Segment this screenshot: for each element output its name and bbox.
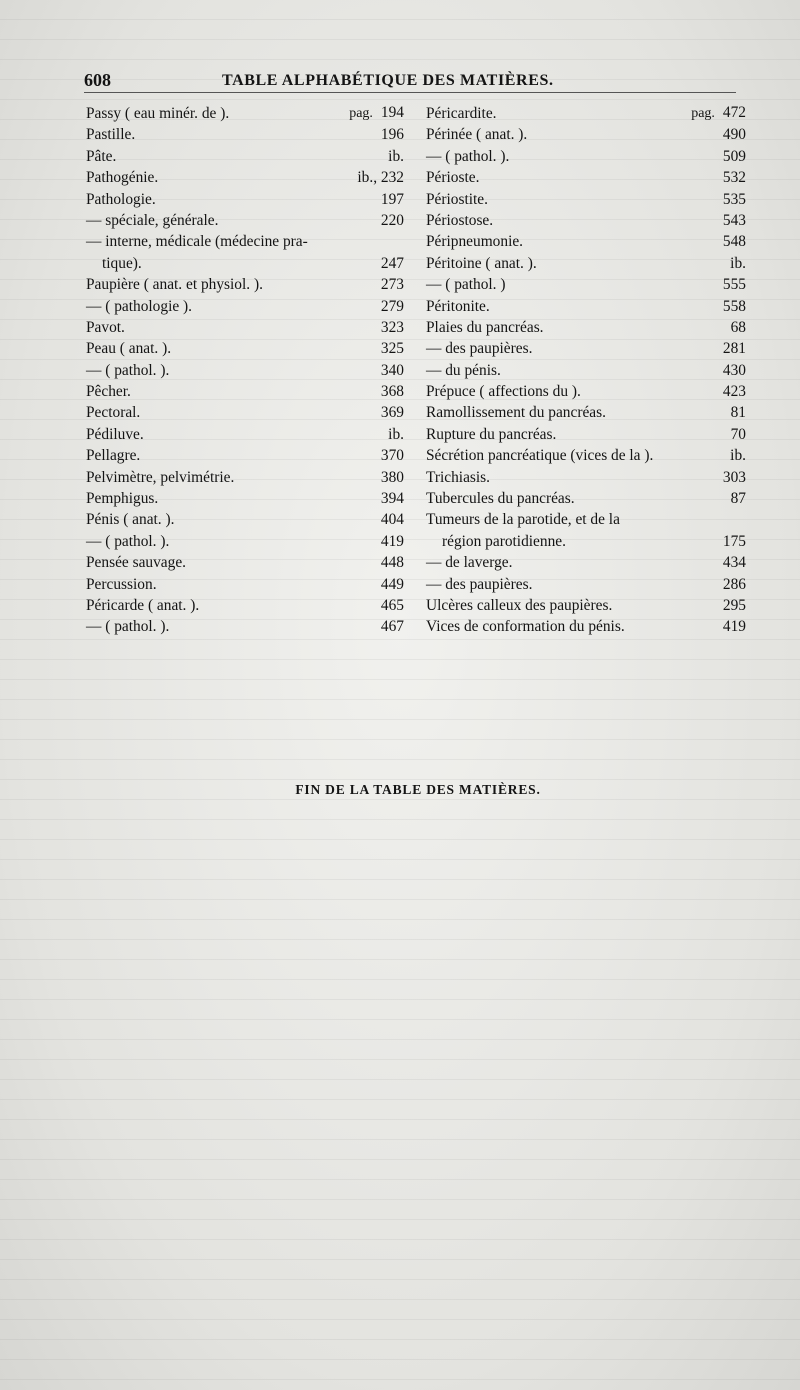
index-entry [426, 189, 746, 210]
index-term [86, 445, 140, 466]
index-term [426, 231, 523, 252]
page-number-ref: 175 [722, 532, 746, 550]
page-number-ref: ib. [388, 425, 404, 443]
index-term-continuation: région parotidienne. [442, 532, 566, 550]
page-reference [388, 424, 404, 445]
index-term-text: Vices de conformation du pénis. [426, 618, 625, 636]
page-number-ref: 325 [380, 340, 404, 358]
page-reference [723, 210, 746, 231]
index-entry [426, 552, 746, 573]
index-entry [86, 424, 404, 445]
index-entry [86, 274, 404, 295]
page-number-ref: 535 [722, 190, 746, 208]
page-reference [381, 360, 404, 381]
index-term-text: Percussion. [86, 575, 157, 593]
index-term [426, 274, 506, 295]
page-reference [731, 317, 746, 338]
page-reference [723, 552, 746, 573]
index-term [426, 124, 527, 145]
page-reference [381, 338, 404, 359]
index-term [426, 146, 509, 167]
index-term [426, 210, 493, 231]
index-entry [426, 467, 746, 488]
page-number-ref: 543 [722, 211, 746, 229]
index-entry [426, 317, 746, 338]
index-term [426, 253, 537, 274]
index-term [426, 189, 488, 210]
index-entry [426, 424, 746, 445]
index-entry [86, 146, 404, 167]
index-term [86, 189, 156, 210]
page-label: pag. [349, 105, 373, 121]
index-term [86, 296, 192, 317]
page-reference [381, 124, 404, 145]
page-number-ref: 380 [380, 468, 404, 486]
index-term-text: Ulcères calleux des paupières. [426, 597, 613, 614]
index-term-text: Passy ( eau minér. de ). [86, 105, 230, 122]
page-reference [723, 296, 746, 317]
page-number-ref: ib., 232 [357, 169, 404, 187]
index-term-text: Péritonite. [426, 297, 490, 315]
index-term [426, 552, 512, 573]
page-reference [381, 253, 404, 274]
page-number-ref: 286 [722, 575, 746, 593]
page-reference [381, 189, 404, 210]
index-entry [426, 402, 746, 423]
index-entry [86, 574, 404, 595]
page-number-ref: 281 [722, 340, 746, 358]
index-term [426, 338, 532, 359]
end-note: FIN DE LA TABLE DES MATIÈRES. [295, 782, 541, 797]
page-number-ref: 194 [380, 103, 404, 121]
index-entry [426, 616, 746, 637]
index-entry [426, 274, 746, 295]
index-entry [426, 253, 746, 274]
index-term-text: Pelvimètre, pelvimétrie. [86, 468, 235, 486]
index-term [86, 360, 169, 381]
page-reference [731, 402, 746, 423]
page-number-ref: 220 [380, 211, 404, 229]
index-term [426, 467, 490, 488]
index-entry [86, 210, 404, 231]
page-reference [381, 595, 404, 616]
page-reference [357, 167, 404, 188]
page-reference [381, 616, 404, 637]
index-term [86, 488, 158, 509]
index-entry [426, 338, 746, 359]
index-term [426, 488, 575, 509]
index-entry [86, 360, 404, 381]
index-term-text: — ( pathologie ). [86, 297, 192, 315]
index-term-text: — ( pathol. ). [426, 147, 510, 165]
index-term-continuation: tique). [102, 254, 142, 272]
page-number-ref: 394 [380, 490, 404, 508]
index-entry [426, 595, 746, 616]
index-term-text: Pastille. [86, 126, 136, 144]
page-number-ref: 558 [722, 297, 746, 315]
page-reference [730, 253, 746, 274]
index-term-text: Paupière ( anat. et physiol. ). [86, 276, 263, 294]
page-number-ref: 419 [380, 532, 404, 550]
index-entry [86, 531, 404, 552]
index-entry [86, 488, 404, 509]
index-term-text: — ( pathol. ). [86, 361, 170, 379]
page-number-ref: 279 [380, 297, 404, 315]
index-entry [426, 296, 746, 317]
index-term [86, 467, 234, 488]
index-term [426, 317, 544, 338]
index-term [426, 424, 556, 445]
page-number-ref: 419 [722, 618, 746, 636]
index-term [426, 445, 653, 466]
page-reference [731, 488, 746, 509]
index-term-text: Tubercules du pancréas. [426, 490, 575, 508]
index-term-text: Périnée ( anat. ). [426, 126, 528, 144]
index-entry [86, 103, 404, 124]
index-entry [426, 574, 746, 595]
page-number-ref: 548 [722, 233, 746, 251]
page-reference [388, 146, 404, 167]
page-number-ref: 434 [722, 554, 746, 572]
index-term-text: — spéciale, générale. [86, 211, 219, 229]
page-reference [723, 360, 746, 381]
index-term [426, 103, 497, 124]
page-number-ref: 303 [722, 468, 746, 486]
page-number-ref: 532 [722, 169, 746, 187]
index-term-text: — des paupières. [426, 575, 533, 593]
index-term-text: — du pénis. [426, 361, 501, 379]
page-reference [723, 274, 746, 295]
index-term [86, 167, 158, 188]
index-term-text: — ( pathol. ). [86, 618, 170, 636]
index-term [86, 274, 263, 295]
page-reference [723, 467, 746, 488]
page-reference [723, 531, 746, 552]
index-term-text: — des paupières. [426, 340, 533, 358]
index-entry [86, 552, 404, 573]
page-number-ref: 555 [722, 276, 746, 294]
page-reference [723, 146, 746, 167]
page-reference [381, 402, 404, 423]
index-entry [86, 189, 404, 210]
index-term [426, 574, 532, 595]
page-reference [381, 445, 404, 466]
index-term [86, 124, 135, 145]
page-label: pag. [691, 105, 715, 121]
index-term [426, 296, 490, 317]
index-term-text: Prépuce ( affections du ). [426, 383, 581, 401]
page-reference [723, 574, 746, 595]
index-term [426, 167, 479, 188]
page-reference [723, 595, 746, 616]
index-term [86, 381, 131, 402]
index-term-text: — de laverge. [426, 554, 513, 572]
index-term [426, 616, 625, 637]
index-term [86, 231, 308, 274]
page-number-ref: 247 [380, 254, 404, 272]
page-number-ref: 323 [380, 318, 404, 336]
page-reference [381, 296, 404, 317]
page-reference [730, 445, 746, 466]
page-number-ref: 197 [380, 190, 404, 208]
index-column-left [86, 103, 404, 638]
index-term-text: Tumeurs de la parotide, et de la [426, 511, 620, 529]
index-entry [86, 231, 404, 274]
page-number-ref: 368 [380, 383, 404, 401]
index-term-text: Pénis ( anat. ). [86, 511, 175, 529]
index-term-text: — interne, médicale (médecine pra- [86, 233, 308, 251]
index-term [426, 360, 501, 381]
page-number-ref: 68 [730, 318, 746, 336]
index-term-text: Peau ( anat. ). [86, 340, 172, 358]
page-number-ref: 295 [722, 596, 746, 614]
page-reference [381, 552, 404, 573]
index-term-text: Pavot. [86, 318, 125, 336]
index-term [426, 402, 606, 423]
page-number-ref: 369 [380, 404, 404, 422]
index-term-text: — ( pathol. ). [86, 532, 170, 550]
index-term-text: Plaies du pancréas. [426, 318, 544, 336]
index-term-text: Pathogénie. [86, 169, 159, 187]
page-number-ref: 509 [722, 147, 746, 165]
index-term [426, 381, 581, 402]
index-entry [426, 231, 746, 252]
page-reference [381, 531, 404, 552]
index-entry [426, 488, 746, 509]
page-number-ref: 449 [380, 575, 404, 593]
index-term [86, 509, 174, 530]
index-entry [86, 167, 404, 188]
index-entry [86, 509, 404, 530]
page-reference [691, 102, 746, 124]
index-term [86, 616, 169, 637]
index-term [86, 402, 140, 423]
index-term-text: Trichiasis. [426, 468, 490, 486]
index-term-text: Sécrétion pancréatique (vices de la ). [426, 447, 654, 465]
index-entry [426, 103, 746, 124]
index-entry [426, 381, 746, 402]
index-term [86, 317, 125, 338]
page-reference [349, 102, 404, 124]
page-reference [381, 317, 404, 338]
page-reference [723, 124, 746, 145]
page-number-ref: 70 [730, 425, 746, 443]
index-term-text: Pêcher. [86, 383, 131, 401]
index-entry [86, 616, 404, 637]
index-term [86, 210, 218, 231]
page-number-ref: 472 [722, 103, 746, 121]
index-term-text: Pectoral. [86, 404, 141, 422]
index-entry [426, 210, 746, 231]
index-term [86, 595, 199, 616]
page-reference [381, 274, 404, 295]
index-term-text: Péricarde ( anat. ). [86, 597, 200, 614]
index-entry [86, 595, 404, 616]
index-entry [86, 338, 404, 359]
page-reference [723, 231, 746, 252]
page-number-ref: 196 [380, 126, 404, 144]
index-entry [86, 124, 404, 145]
index-entry [86, 381, 404, 402]
page-number-ref: 370 [380, 447, 404, 465]
index-term-text: Périostite. [426, 190, 488, 208]
page-number-ref: 490 [722, 126, 746, 144]
page-reference [381, 509, 404, 530]
page-number-ref: 87 [730, 490, 746, 508]
index-term-text: Péricardite. [426, 105, 497, 122]
index-term [86, 338, 171, 359]
page-reference [381, 574, 404, 595]
index-term-text: Rupture du pancréas. [426, 425, 557, 443]
index-term-text: Pathologie. [86, 190, 156, 208]
index-entry [426, 146, 746, 167]
index-term-text: Pédiluve. [86, 425, 144, 443]
page-number-ref: ib. [730, 447, 746, 465]
index-term [86, 531, 169, 552]
index-term-text: Pellagre. [86, 447, 141, 465]
page-reference [381, 381, 404, 402]
page-number-ref: 340 [380, 361, 404, 379]
index-entry [426, 124, 746, 145]
index-term [86, 552, 186, 573]
index-term [426, 595, 612, 616]
page-number-ref: 467 [380, 618, 404, 636]
index-entry [86, 296, 404, 317]
page-header [84, 70, 736, 93]
page-number: 608 [84, 70, 111, 90]
index-entry [426, 167, 746, 188]
index-entry [86, 402, 404, 423]
page-reference [381, 467, 404, 488]
index-entry [86, 445, 404, 466]
page-reference [381, 488, 404, 509]
running-title: TABLE ALPHABÉTIQUE DES MATIÈRES. [222, 72, 554, 89]
index-term-text: Pemphigus. [86, 490, 159, 508]
page-reference [723, 167, 746, 188]
index-term-text: Pâte. [86, 147, 117, 165]
index-term-text: — ( pathol. ) [426, 276, 506, 294]
page-number-ref: 81 [730, 404, 746, 422]
index-entry [426, 360, 746, 381]
index-term [86, 103, 229, 124]
page-reference [381, 210, 404, 231]
page-number-ref: 273 [380, 276, 404, 294]
page-number-ref: 465 [380, 596, 404, 614]
page-number-ref: 448 [380, 554, 404, 572]
index-term-text: Ramollissement du pancréas. [426, 404, 606, 422]
index-term-text: Périoste. [426, 169, 480, 187]
index-entry [426, 509, 746, 552]
page-reference [723, 381, 746, 402]
page-number-ref: ib. [388, 147, 404, 165]
page-reference [723, 189, 746, 210]
index-term-text: Pensée sauvage. [86, 554, 187, 572]
index-entry [86, 317, 404, 338]
page-number-ref: 423 [722, 383, 746, 401]
index-entry [426, 445, 746, 466]
page-reference [723, 616, 746, 637]
index-entry [86, 467, 404, 488]
page-reference [723, 338, 746, 359]
page-number-ref: 404 [380, 511, 404, 529]
index-term [86, 424, 144, 445]
index-term [86, 574, 157, 595]
index-term-text: Péritoine ( anat. ). [426, 254, 537, 272]
page-number-ref: 430 [722, 361, 746, 379]
index-term-text: Péripneumonie. [426, 233, 524, 251]
index-column-right [426, 103, 746, 638]
page-number-ref: ib. [730, 254, 746, 272]
index-term [426, 509, 620, 552]
index-term [86, 146, 116, 167]
index-term-text: Périostose. [426, 211, 494, 229]
page-reference [731, 424, 746, 445]
